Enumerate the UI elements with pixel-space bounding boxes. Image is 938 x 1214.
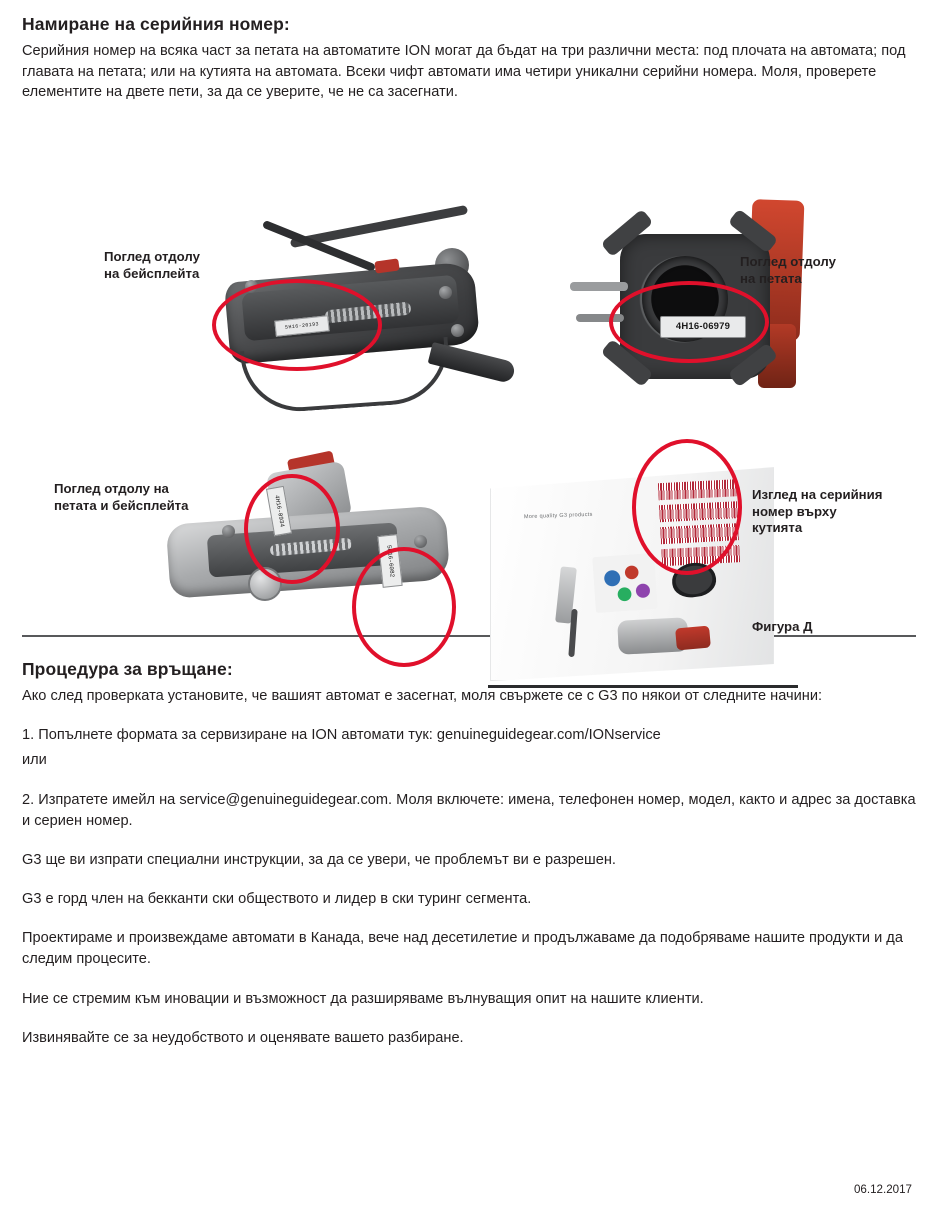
- photo-product-box: [462, 459, 792, 704]
- procedure-intro: Ако след проверката установите, че вашият автомат е засегнат, моля свържете се с G3 по някои от следните начини:: [22, 688, 823, 705]
- annotation-circle-box-barcode: [632, 439, 742, 575]
- heel-pin: [570, 282, 628, 291]
- box-shadow-line: [488, 685, 798, 688]
- section-return-procedure: [22, 659, 916, 1049]
- procedure-step-2: 2. Изпратете имейл на service@genuineguidegear.com. Моля включете: имена, телефонен номер, модел, както и адрес за доставка и сериен номер.: [22, 791, 916, 829]
- annotation-circle-plate-serial: [352, 547, 456, 667]
- procedure-paragraph-7: Извинявайте се за неудобството и оценявате вашето разбиране.: [22, 1029, 464, 1046]
- annotation-circle-baseplate-serial: [212, 279, 382, 371]
- procedure-step-or: или: [22, 752, 47, 769]
- heelbase-serial-sticker-plate: 5H16-6082: [377, 534, 402, 588]
- procedure-paragraph-5: Проектираме и произвеждаме автомати в Канада, вече над десетилетие и продължаваме да подобряваме нашите продукти и да следим процесите.: [22, 930, 903, 968]
- heelbase-serial-sticker-head: 4H16-0934: [266, 486, 292, 536]
- figure-label-box-serial: Изглед на серийния номер върху кутията: [752, 487, 883, 536]
- footer-date: 06.12.2017: [853, 1183, 912, 1196]
- annotation-circle-heelhead-serial: [244, 474, 340, 584]
- section-title-serial: Намиране на серийния номер:: [22, 14, 290, 34]
- figure-serial-locations: [22, 119, 916, 635]
- procedure-paragraph-3: G3 ще ви изпрати специални инструкции, за да се увери, че проблемът ви е разрешен.: [22, 851, 616, 868]
- box-illustration-skin: [592, 553, 658, 613]
- baseplate-lever: [428, 342, 517, 384]
- figure-label-baseplate: Поглед отдолу на бейсплейта: [104, 249, 200, 281]
- procedure-step-1: 1. Попълнете формата за сервизиране на ION автомати тук: genuineguidegear.com/IONservice: [22, 727, 661, 744]
- figure-label-heel-baseplate: Поглед отдолу на петата и бейсплейта: [54, 481, 189, 513]
- procedure-paragraph-6: Ние се стремим към иновации и възможност да разширяваме вълнуващия опит на нашите клиенти.: [22, 990, 704, 1007]
- box-brand-text: More quality G3 products: [523, 511, 593, 521]
- baseplate-serial-sticker: 5H16-20193: [274, 315, 329, 337]
- procedure-paragraph-4: G3 е горд член на бекканти ски обществото и лидер в ски туринг сегмента.: [22, 891, 532, 908]
- document-page: [0, 14, 938, 1214]
- section-title-procedure: Процедура за връщане:: [22, 659, 233, 680]
- heel-serial-sticker: 4H16-06979: [660, 316, 746, 338]
- box-illustration-binding-red: [675, 626, 711, 651]
- annotation-circle-heel-serial: [609, 281, 769, 363]
- figure-label-heel: Поглед отдолу на петата: [740, 254, 836, 286]
- section-paragraph-serial: Серийния номер на всяка част за петата на автоматите ION могат да бъдат на три различни места: под плочата на автомата; под главата на петата; или на кутията на автомата. Всеки чифт автомати има четири уникални серийни номера. Моля, проверете елементите на двете пети, за да се уверите, че не са засегнати.: [22, 43, 906, 101]
- figure-caption-d: Фигура Д: [752, 619, 813, 635]
